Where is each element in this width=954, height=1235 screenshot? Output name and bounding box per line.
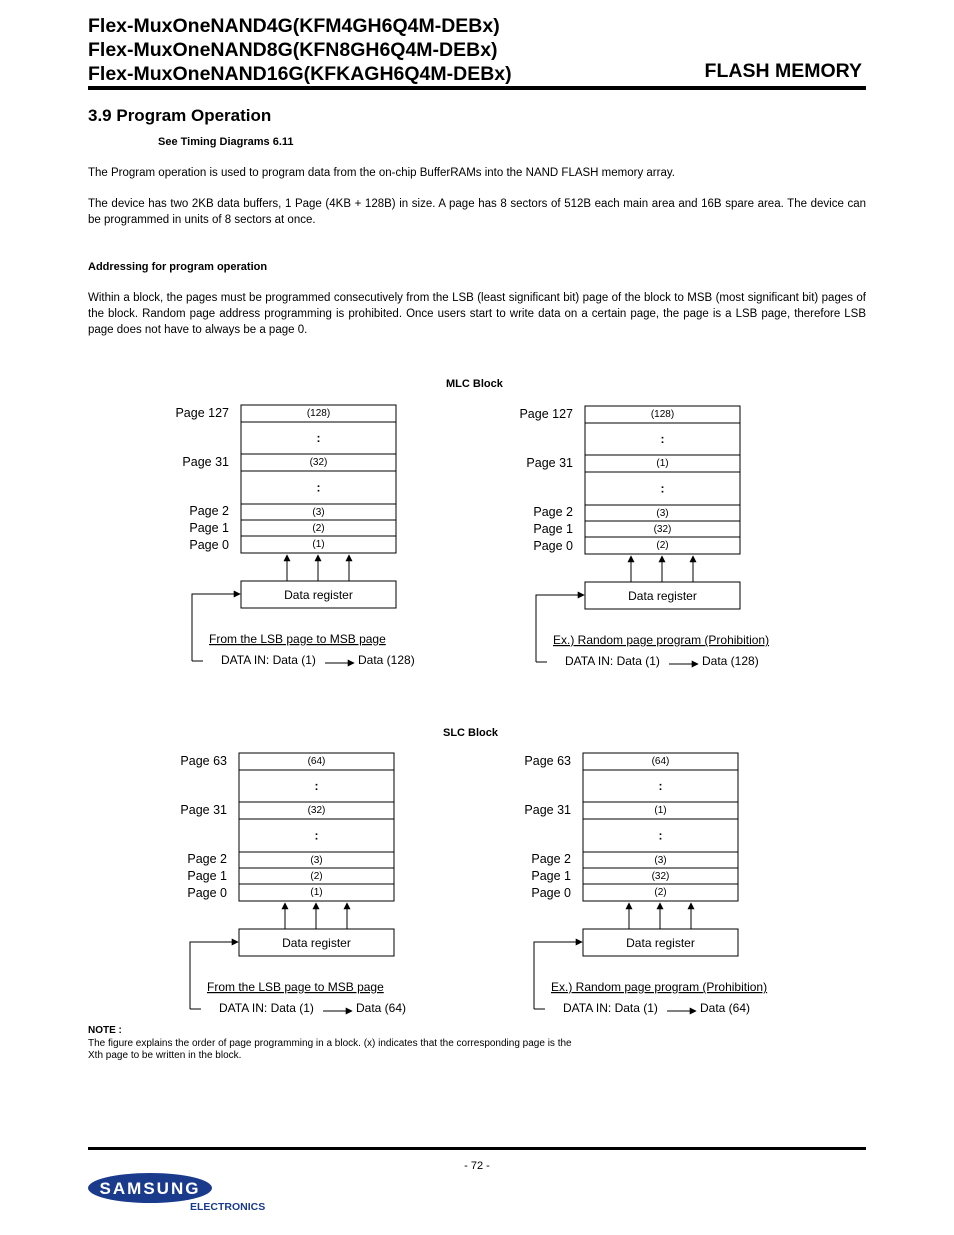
slc-right-page-label: Page 63 — [524, 754, 571, 768]
mlc-right-order-label: (128) — [650, 409, 675, 420]
logo-sub: ELECTRONICS — [190, 1201, 266, 1213]
subheading-addressing: Addressing for program operation — [88, 261, 268, 273]
slc-left-data-end: Data (64) — [356, 1001, 407, 1015]
mlc-left-order-label: (1) — [312, 539, 325, 550]
slc-left-page-label: Page 0 — [187, 886, 227, 900]
mlc-left-page-label: Page 31 — [182, 455, 229, 469]
slc-left-page-label: Page 63 — [180, 754, 227, 768]
paragraph-1: The Program operation is used to program data from the on-chip BufferRAMs into the NAND FLASH memory array. — [88, 167, 675, 179]
title-line-1: Flex-MuxOneNAND4G(KFM4GH6Q4M-DEBx) — [88, 15, 500, 37]
mlc-left-caption: From the LSB page to MSB page — [209, 632, 386, 646]
slc-right-page-label: Page 1 — [531, 869, 571, 883]
paragraph-2: The device has two 2KB data buffers, 1 Page (4KB + 128B) in size. A page has 8 sectors of 512B each main area and 16B spare area. The device can be programmed in units of 8 sectors at once. — [88, 198, 866, 226]
mlc-left-feed-line — [192, 594, 239, 661]
see-timing-link[interactable]: See Timing Diagrams 6.11 — [158, 136, 294, 148]
slc-right-page-label: Page 0 — [531, 886, 571, 900]
samsung-logo — [88, 1170, 268, 1218]
mlc-left-order-label: (2) — [312, 523, 325, 534]
mlc-right-order-label: (2) — [656, 540, 669, 551]
slc-right-feed-line — [534, 942, 581, 1009]
slc-right-data-in: DATA IN: Data (1) — [563, 1001, 658, 1015]
paragraph-3: Within a block, the pages must be programmed consecutively from the LSB (least significant bit) page of the block to MSB (most significant bit) pages of the block. Random page address programming is prohibited. Once users start to write data on a certain page, the page is a LSB page, therefore LSB page does not have to always be a page 0. — [88, 292, 866, 336]
slc-left-ellipsis: : — [314, 828, 319, 843]
slc-block-title: SLC Block — [443, 727, 499, 739]
mlc-right-caption: Ex.) Random page program (Prohibition) — [553, 633, 770, 647]
mlc-left-page-label: Page 1 — [189, 521, 229, 535]
mlc-right-feed-line — [536, 595, 583, 662]
slc-right-order-label: (2) — [654, 887, 667, 898]
mlc-left-order-label: (32) — [309, 457, 328, 468]
mlc-right-page-label: Page 1 — [533, 522, 573, 536]
mlc-left-data-in: DATA IN: Data (1) — [221, 653, 316, 667]
slc-right-page-label: Page 2 — [531, 852, 571, 866]
mlc-left-ellipsis: : — [316, 431, 321, 445]
mlc-block-title: MLC Block — [446, 378, 503, 390]
mlc-right-data-in: DATA IN: Data (1) — [565, 654, 660, 668]
mlc-right-order-label: (32) — [653, 524, 672, 535]
slc-right-ellipsis: : — [658, 779, 663, 793]
mlc-left-page-label: Page 127 — [175, 406, 229, 420]
section-title: 3.9 Program Operation — [88, 106, 272, 125]
slc-right-caption: Ex.) Random page program (Prohibition) — [551, 980, 768, 994]
logo-brand: SAMSUNG — [99, 1179, 201, 1198]
slc-left-ellipsis: : — [314, 779, 319, 793]
slc-right-order-label: (64) — [651, 756, 670, 767]
slc-left-order-label: (1) — [310, 887, 323, 898]
flash-memory-label: FLASH MEMORY — [704, 60, 862, 82]
mlc-left-data-end: Data (128) — [358, 653, 415, 667]
slc-right-order-label: (1) — [654, 805, 667, 816]
mlc-right-order-label: (1) — [656, 458, 669, 469]
title-line-3: Flex-MuxOneNAND16G(KFKAGH6Q4M-DEBx) — [88, 63, 512, 85]
slc-left-page-label: Page 1 — [187, 869, 227, 883]
slc-left-order-label: (2) — [310, 871, 323, 882]
slc-left-page-label: Page 31 — [180, 803, 227, 817]
slc-right-order-label: (3) — [654, 855, 667, 866]
mlc-left-page-label: Page 0 — [189, 538, 229, 552]
mlc-left-order-label: (3) — [312, 507, 325, 518]
slc-left-caption: From the LSB page to MSB page — [207, 980, 384, 994]
slc-left-data-register-label: Data register — [282, 936, 351, 950]
mlc-right-page-label: Page 31 — [526, 456, 573, 470]
note-text: The figure explains the order of page programming in a block. (x) indicates that the corresponding page is the Xth page to be written in the block. — [88, 1038, 572, 1061]
mlc-right-data-end: Data (128) — [702, 654, 759, 668]
mlc-left-page-label: Page 2 — [189, 504, 229, 518]
title-line-2: Flex-MuxOneNAND8G(KFN8GH6Q4M-DEBx) — [88, 39, 498, 61]
slc-right-data-end: Data (64) — [700, 1001, 751, 1015]
note-heading: NOTE : — [88, 1025, 122, 1036]
mlc-right-ellipsis: : — [660, 481, 665, 496]
mlc-left-data-register-label: Data register — [284, 588, 353, 602]
mlc-right-page-label: Page 127 — [519, 407, 573, 421]
slc-right-ellipsis: : — [658, 828, 663, 843]
slc-left-order-label: (3) — [310, 855, 323, 866]
slc-left-data-in: DATA IN: Data (1) — [219, 1001, 314, 1015]
slc-left-feed-line — [190, 942, 237, 1009]
slc-left-order-label: (32) — [307, 805, 326, 816]
mlc-left-ellipsis: : — [316, 480, 321, 495]
slc-right-order-label: (32) — [651, 871, 670, 882]
slc-left-order-label: (64) — [307, 756, 326, 767]
footer-rule — [88, 1147, 866, 1150]
slc-right-page-label: Page 31 — [524, 803, 571, 817]
slc-right-data-register-label: Data register — [626, 936, 695, 950]
mlc-right-page-label: Page 2 — [533, 505, 573, 519]
mlc-right-order-label: (3) — [656, 508, 669, 519]
mlc-right-ellipsis: : — [660, 432, 665, 446]
mlc-right-data-register-label: Data register — [628, 589, 697, 603]
page-number: - 72 - — [464, 1160, 490, 1172]
slc-left-page-label: Page 2 — [187, 852, 227, 866]
mlc-right-page-label: Page 0 — [533, 539, 573, 553]
mlc-left-order-label: (128) — [306, 408, 331, 419]
